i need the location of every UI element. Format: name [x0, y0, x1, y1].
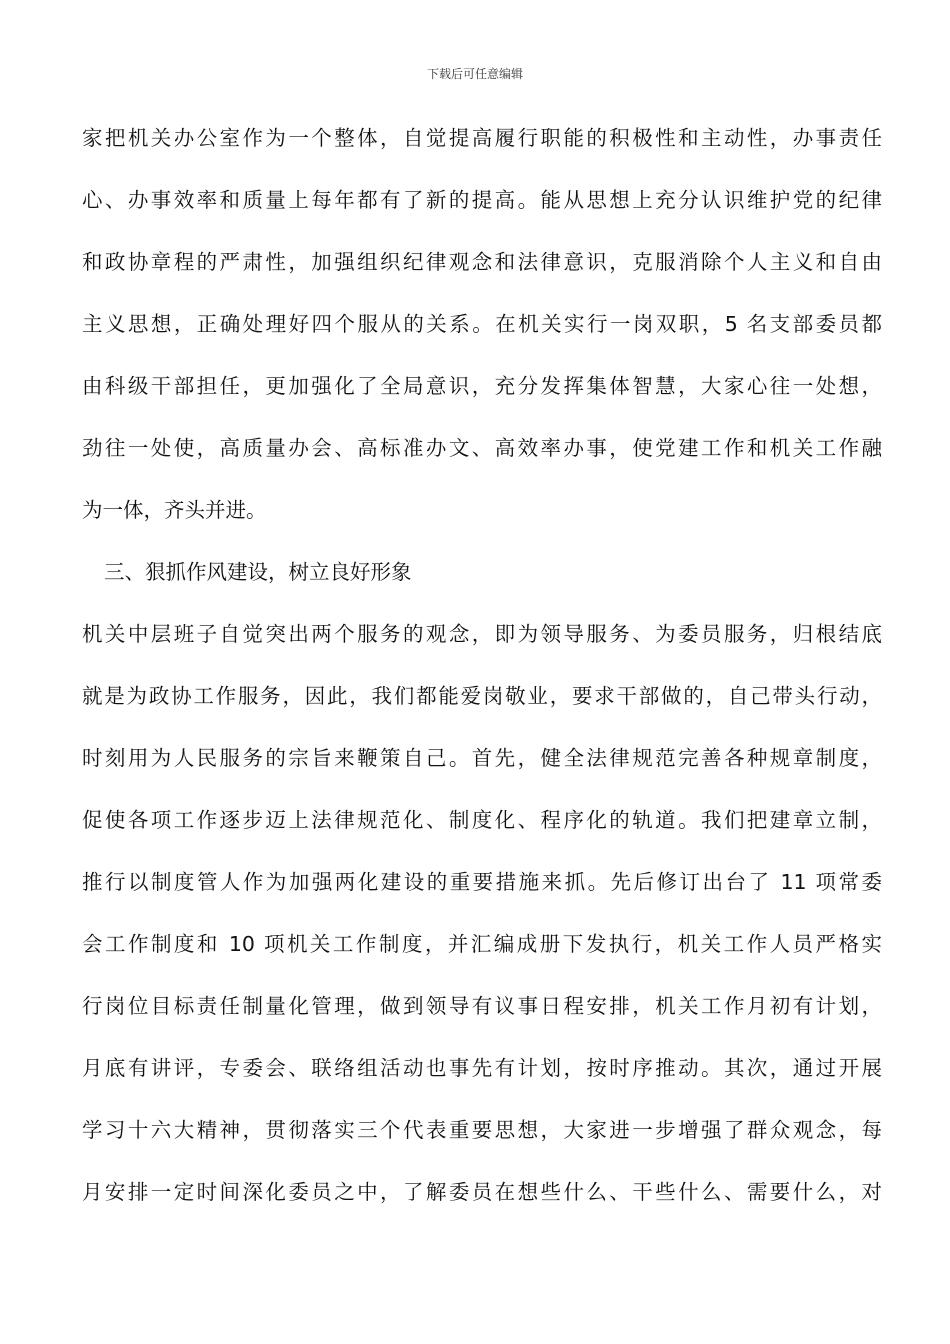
body-line: 就是为政协工作服务，因此，我们都能爱岗敬业，要求干部做的，自己带头行动，: [82, 684, 882, 708]
section-heading: 三、狠抓作风建设，树立良好形象: [104, 560, 412, 584]
body-line: 机关中层班子自觉突出两个服务的观念，即为领导服务、为委员服务，归根结底: [82, 622, 882, 646]
body-line: 月底有讲评，专委会、联络组活动也事先有计划，按时序推动。其次，通过开展: [82, 1056, 882, 1080]
body-line: 学习十六大精神，贯彻落实三个代表重要思想，大家进一步增强了群众观念，每: [82, 1118, 882, 1142]
body-line: 会工作制度和 10 项机关工作制度，并汇编成册下发执行，机关工作人员严格实: [82, 932, 882, 956]
body-line: 推行以制度管人作为加强两化建设的重要措施来抓。先后修订出台了 11 项常委: [82, 870, 882, 894]
body-line: 由科级干部担任，更加强化了全局意识，充分发挥集体智慧，大家心往一处想，: [82, 374, 882, 398]
body-line: 为一体，齐头并进。: [82, 498, 267, 522]
body-line: 劲往一处使，高质量办会、高标准办文、高效率办事，使党建工作和机关工作融: [82, 436, 882, 460]
body-line: 促使各项工作逐步迈上法律规范化、制度化、程序化的轨道。我们把建章立制，: [82, 808, 882, 832]
body-line: 行岗位目标责任制量化管理，做到领导有议事日程安排，机关工作月初有计划，: [82, 994, 882, 1018]
document-body: [82, 116, 882, 1232]
body-line: 时刻用为人民服务的宗旨来鞭策自己。首先，健全法律规范完善各种规章制度，: [82, 746, 882, 770]
body-line: 心、办事效率和质量上每年都有了新的提高。能从思想上充分认识维护党的纪律: [82, 188, 882, 212]
body-line: 主义思想，正确处理好四个服从的关系。在机关实行一岗双职，5 名支部委员都: [82, 312, 882, 336]
page-header: 下载后可任意编辑: [426, 67, 523, 81]
body-line: 月安排一定时间深化委员之中，了解委员在想些什么、干些什么、需要什么，对: [82, 1180, 882, 1204]
body-line: 和政协章程的严肃性，加强组织纪律观念和法律意识，克服消除个人主义和自由: [82, 250, 882, 274]
body-line: 家把机关办公室作为一个整体，自觉提高履行职能的积极性和主动性，办事责任: [82, 126, 882, 150]
